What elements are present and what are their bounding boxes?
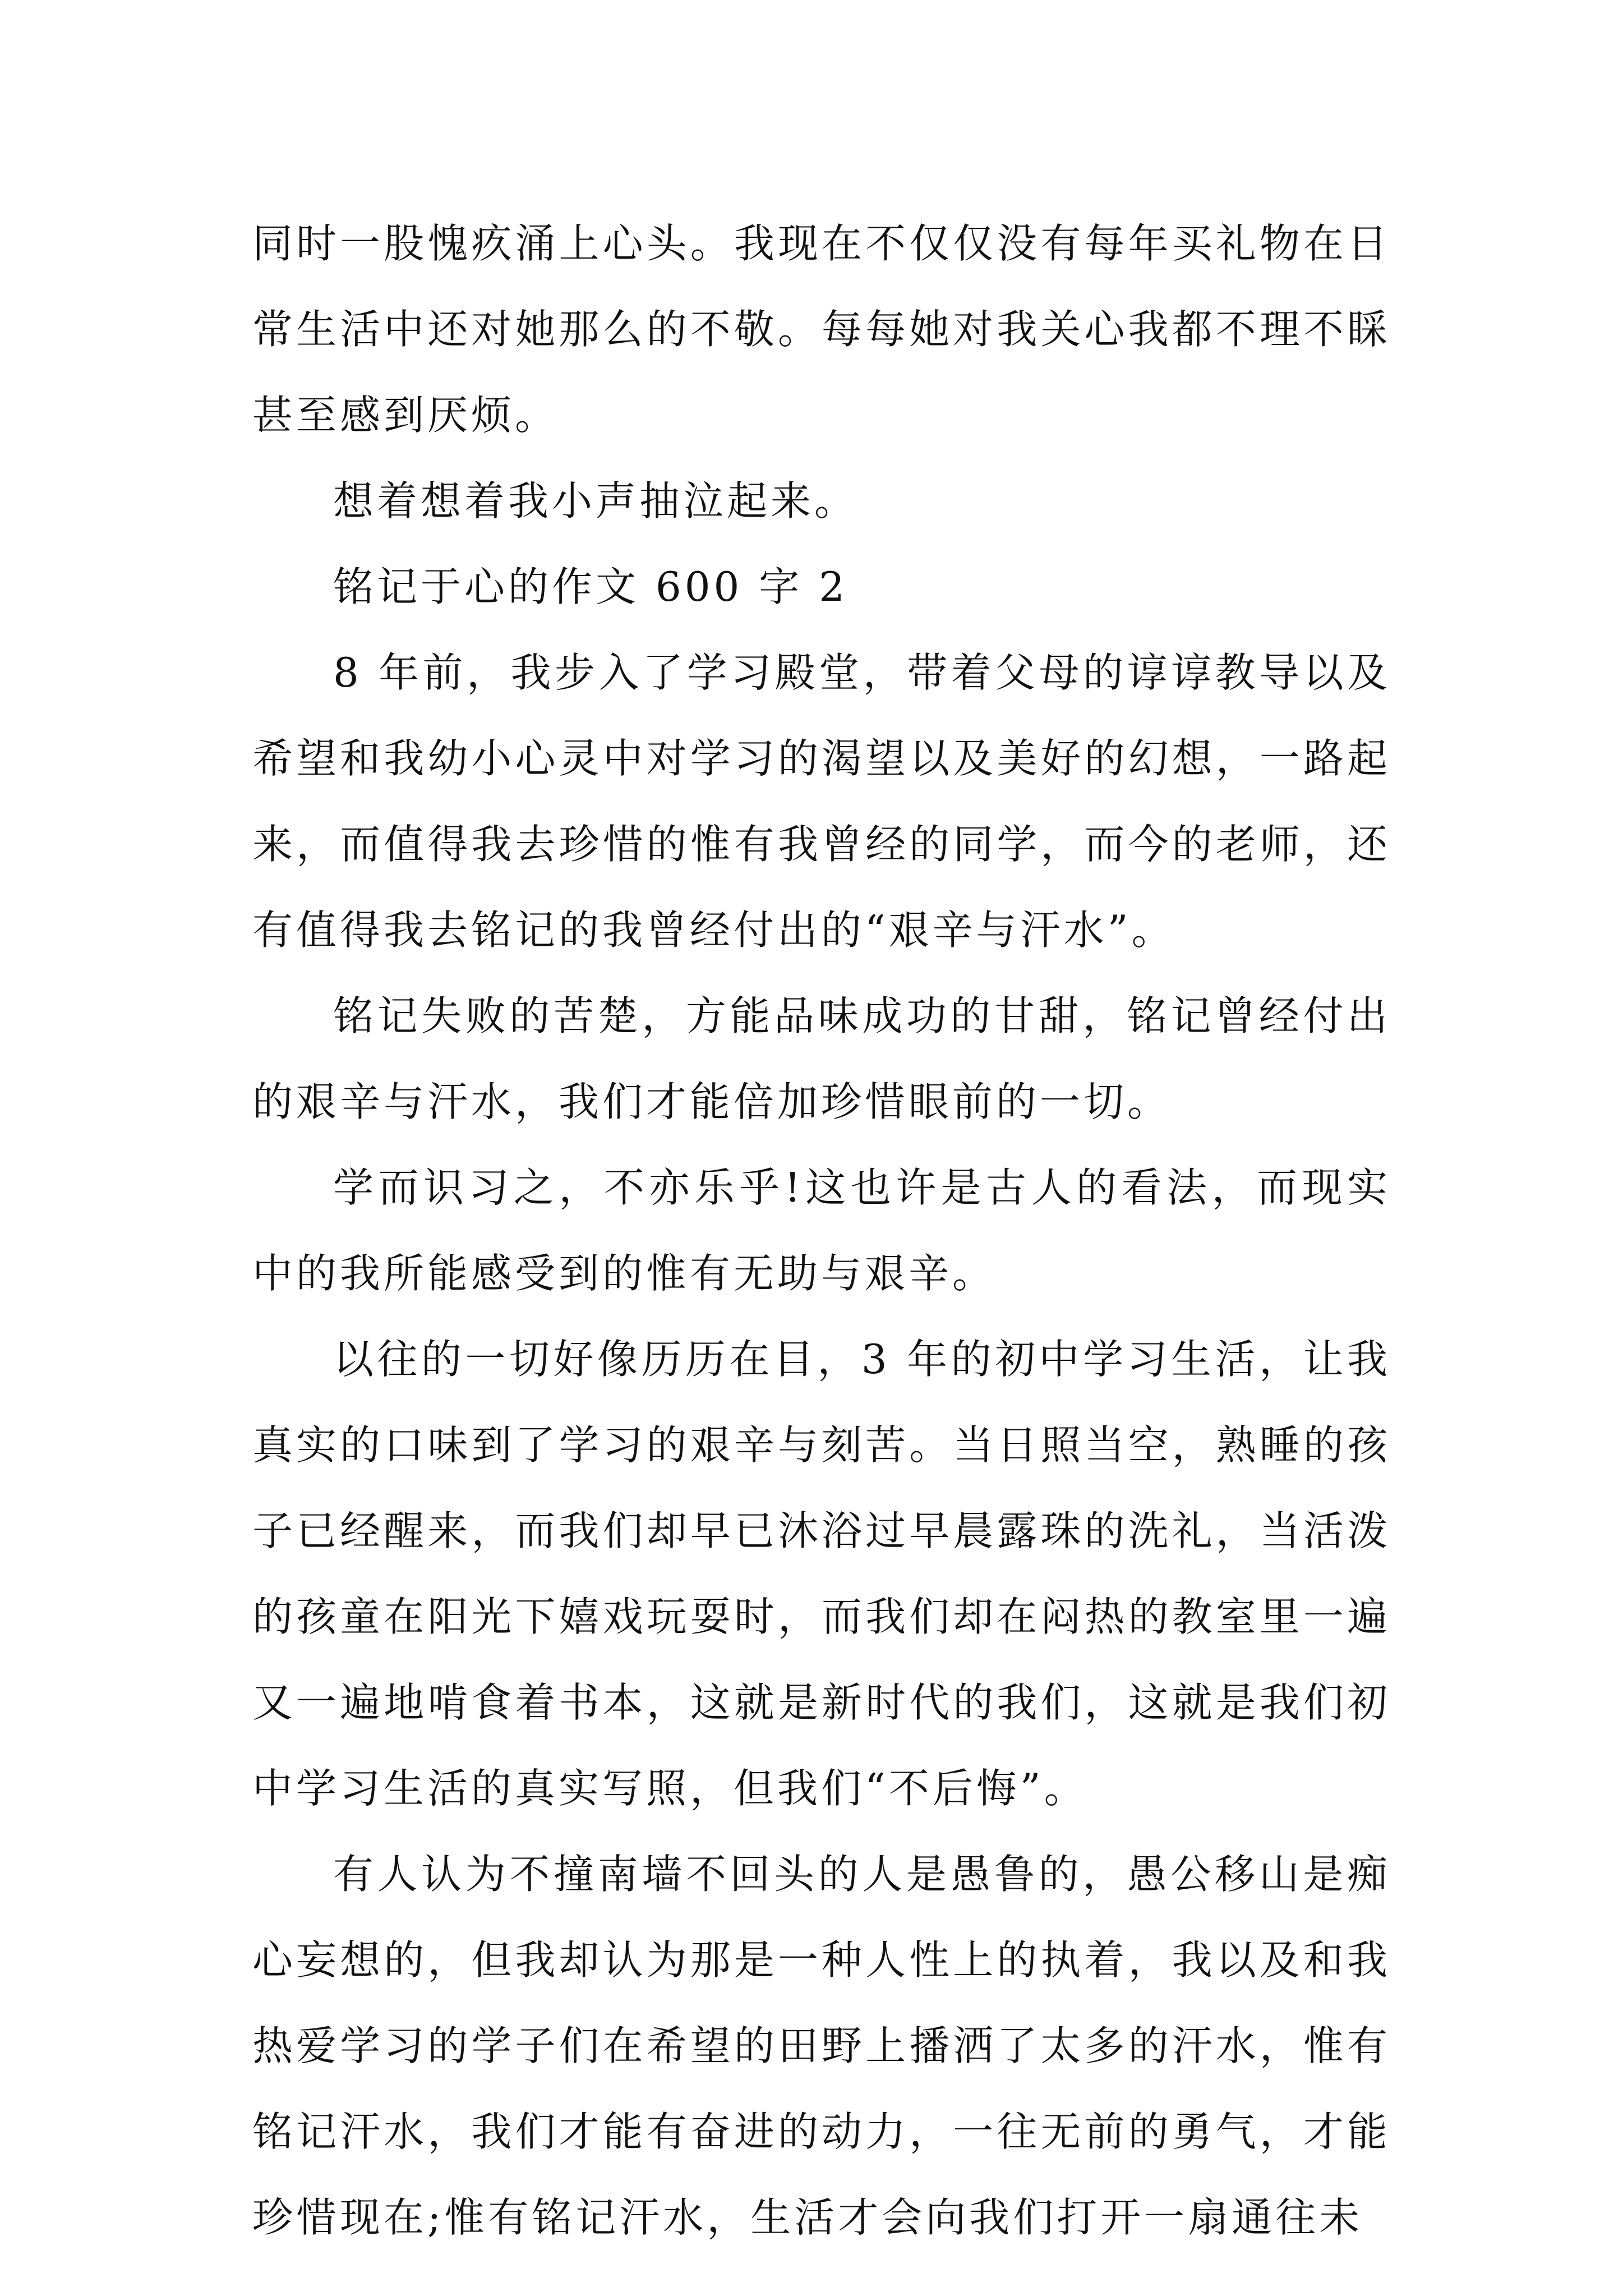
essay-body: [252, 201, 1391, 2261]
paragraph: 学而识习之，不亦乐乎!这也许是古人的看法，而现实中的我所能感受到的惟有无助与艰辛。: [252, 1164, 1391, 1297]
paragraph: 铭记失败的苦楚，方能品味成功的甘甜，铭记曾经付出的艰辛与汗水，我们才能倍加珍惜眼前的一切。: [252, 992, 1391, 1125]
paragraph: 想着想着我小声抽泣起来。: [333, 477, 859, 524]
paragraph: 以往的一切好像历历在目，3 年的初中学习生活，让我真实的口味到了学习的艰辛与刻苦。当日照当空，熟睡的孩子已经醒来，而我们却早已沐浴过早晨露珠的洗礼，当活泼的孩童在阳光下嬉戏玩耍时，而我们却在闷热的教室里一遍又一遍地啃食着书本，这就是新时代的我们，这就是我们初中学习生活的真实写照，但我们“不后悔”。: [252, 1336, 1391, 1812]
paragraph: 同时一股愧疚涌上心头。我现在不仅仅没有每年买礼物在日常生活中还对她那么的不敬。每每她对我关心我都不理不睬甚至感到厌烦。: [252, 220, 1391, 439]
paragraph: 8 年前，我步入了学习殿堂，带着父母的谆谆教导以及希望和我幼小心灵中对学习的渴望以及美好的幻想，一路起来，而值得我去珍惜的惟有我曾经的同学，而今的老师，还有值得我去铭记的我曾经付出的“艰辛与汗水”。: [252, 649, 1391, 954]
section-heading: 铭记于心的作文 600 字 2: [333, 563, 848, 610]
paragraph: 有人认为不撞南墙不回头的人是愚鲁的，愚公移山是痴心妄想的，但我却认为那是一种人性上的执着，我以及和我热爱学习的学子们在希望的田野上播洒了太多的汗水，惟有铭记汗水，我们才能有奋进的动力，一往无前的勇气，才能珍惜现在;惟有铭记汗水，生活才会向我们打开一扇通往未: [252, 1851, 1391, 2241]
